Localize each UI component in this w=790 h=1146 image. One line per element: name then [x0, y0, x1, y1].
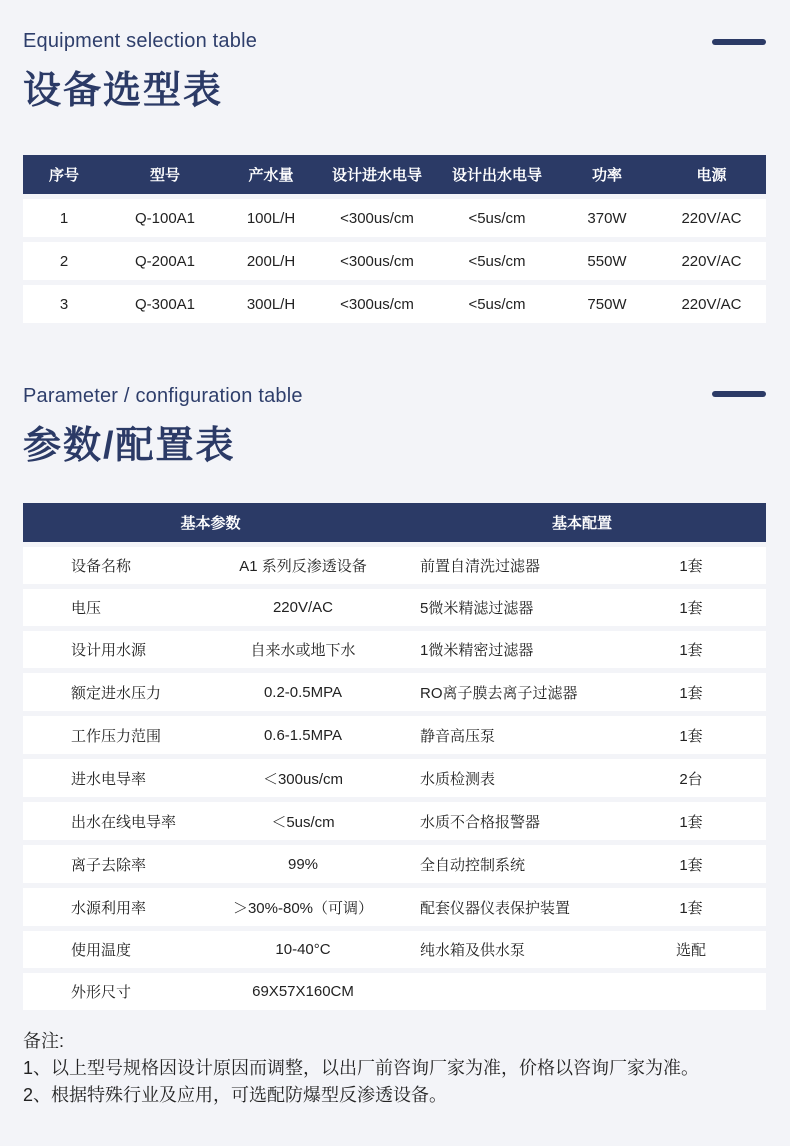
table-row	[23, 199, 766, 237]
col-header: 设计进水电导	[317, 155, 437, 194]
parameter-subtitle-en: Parameter / configuration table	[23, 385, 303, 407]
table-cell: ＜5us/cm	[208, 802, 398, 840]
table-cell: 300L/H	[225, 285, 317, 323]
decorative-bar	[712, 391, 766, 397]
table-cell: 200L/H	[225, 242, 317, 280]
table-cell: 出水在线电导率	[23, 802, 208, 840]
table-cell: 1套	[616, 547, 766, 584]
table-cell: ＞30%-80%（可调）	[208, 888, 398, 926]
notes-line: 1、以上型号规格因设计原因而调整，以出厂前咨询厂家为准，价格以咨询厂家为准。	[23, 1058, 700, 1078]
table-cell: 3	[23, 285, 105, 323]
table-cell	[616, 973, 766, 1010]
table-cell: 水源利用率	[23, 888, 208, 926]
table-cell: 1套	[616, 589, 766, 626]
table-cell: 设计用水源	[23, 631, 208, 668]
equipment-selection-table	[23, 150, 766, 328]
table-row	[23, 845, 766, 883]
parameter-title: 参数/配置表	[23, 425, 236, 467]
table-cell: 69X57X160CM	[208, 973, 398, 1010]
table-cell: 370W	[557, 199, 657, 237]
table-cell: 1套	[616, 716, 766, 754]
table-cell: 工作压力范围	[23, 716, 208, 754]
table-row	[23, 931, 766, 968]
table-cell: Q-100A1	[105, 199, 225, 237]
table-cell: 外形尺寸	[23, 973, 208, 1010]
table-cell: 1套	[616, 802, 766, 840]
table-cell: 1微米精密过滤器	[398, 631, 616, 668]
table-cell: 220V/AC	[208, 589, 398, 626]
table-cell: 全自动控制系统	[398, 845, 616, 883]
col-header: 型号	[105, 155, 225, 194]
col-header-basic-config: 基本配置	[398, 503, 766, 542]
table-row	[23, 631, 766, 668]
table-row	[23, 547, 766, 584]
col-header: 功率	[557, 155, 657, 194]
table-cell: ＜300us/cm	[208, 759, 398, 797]
col-header: 设计出水电导	[437, 155, 557, 194]
table-cell: 220V/AC	[657, 199, 766, 237]
table-cell: 0.6-1.5MPA	[208, 716, 398, 754]
table-cell: 550W	[557, 242, 657, 280]
equipment-section-header	[23, 30, 766, 114]
table-cell: Q-200A1	[105, 242, 225, 280]
table-row	[23, 716, 766, 754]
table-cell: 2台	[616, 759, 766, 797]
table-row	[23, 673, 766, 711]
table-row	[23, 973, 766, 1010]
parameter-configuration-table	[23, 498, 766, 1015]
equipment-subtitle-en: Equipment selection table	[23, 30, 258, 52]
table-cell: <5us/cm	[437, 199, 557, 237]
table-cell: 2	[23, 242, 105, 280]
table-cell: 1套	[616, 845, 766, 883]
table-cell: <300us/cm	[317, 285, 437, 323]
table-cell: 设备名称	[23, 547, 208, 584]
table-cell	[398, 973, 616, 1010]
table-cell: 100L/H	[225, 199, 317, 237]
parameter-section-header	[23, 385, 766, 469]
table-cell: 使用温度	[23, 931, 208, 968]
table-cell: 750W	[557, 285, 657, 323]
table-cell: Q-300A1	[105, 285, 225, 323]
table-row	[23, 589, 766, 626]
table-cell: 水质不合格报警器	[398, 802, 616, 840]
table-cell: 10-40°C	[208, 931, 398, 968]
table-cell: 99%	[208, 845, 398, 883]
table-cell: <5us/cm	[437, 242, 557, 280]
table-cell: <300us/cm	[317, 242, 437, 280]
col-header-basic-params: 基本参数	[23, 503, 398, 542]
table-header-row	[23, 503, 766, 542]
table-row	[23, 285, 766, 323]
table-cell: 前置自清洗过滤器	[398, 547, 616, 584]
table-cell: A1 系列反渗透设备	[208, 547, 398, 584]
table-cell: 1	[23, 199, 105, 237]
table-cell: 额定进水压力	[23, 673, 208, 711]
table-cell: 1套	[616, 631, 766, 668]
table-cell: <300us/cm	[317, 199, 437, 237]
table-cell: 电压	[23, 589, 208, 626]
notes-line: 2、根据特殊行业及应用，可选配防爆型反渗透设备。	[23, 1085, 448, 1105]
table-row	[23, 802, 766, 840]
table-row	[23, 242, 766, 280]
equipment-title: 设备选型表	[23, 70, 224, 112]
table-cell: 进水电导率	[23, 759, 208, 797]
table-cell: <5us/cm	[437, 285, 557, 323]
col-header: 序号	[23, 155, 105, 194]
col-header: 产水量	[225, 155, 317, 194]
table-cell: 水质检测表	[398, 759, 616, 797]
table-cell: 220V/AC	[657, 285, 766, 323]
notes-block	[23, 1028, 699, 1109]
table-row	[23, 759, 766, 797]
decorative-bar	[712, 39, 766, 45]
col-header: 电源	[657, 155, 766, 194]
table-header-row	[23, 155, 766, 194]
table-cell: 静音高压泵	[398, 716, 616, 754]
table-cell: 配套仪器仪表保护装置	[398, 888, 616, 926]
table-cell: 5微米精滤过滤器	[398, 589, 616, 626]
table-row	[23, 888, 766, 926]
table-cell: 220V/AC	[657, 242, 766, 280]
table-cell: 1套	[616, 888, 766, 926]
table-cell: 0.2-0.5MPA	[208, 673, 398, 711]
table-cell: 选配	[616, 931, 766, 968]
table-cell: 离子去除率	[23, 845, 208, 883]
table-cell: 1套	[616, 673, 766, 711]
table-cell: 纯水箱及供水泵	[398, 931, 616, 968]
table-cell: 自来水或地下水	[208, 631, 398, 668]
table-cell: RO离子膜去离子过滤器	[398, 673, 616, 711]
notes-heading: 备注:	[23, 1031, 65, 1051]
